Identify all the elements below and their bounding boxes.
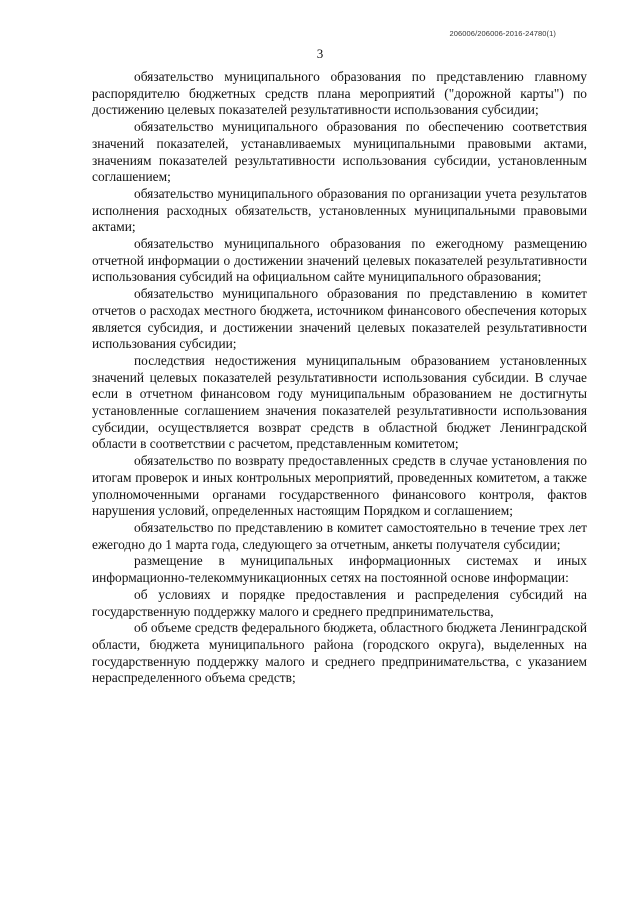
paragraph: об объеме средств федерального бюджета, областного бюджета Ленинградской области, бюджета муниципального района (городского округа), выделенных на государственную поддержку малого и среднего предпринимательства, с указанием нераспределенного объема средств; (92, 620, 587, 686)
paragraph: обязательство муниципального образования по обеспечению соответствия значений показателей, устанавливаемых муниципальными правовыми актами, значениям показателей результативности использования субсидии, установленным соглашением; (92, 119, 587, 185)
paragraph: обязательство по возврату предоставленных средств в случае установления по итогам проверок и иных контрольных мероприятий, проведенных комитетом, а также уполномоченными органами государственного финансового контроля, фактов нарушения условий, определенных настоящим Порядком и соглашением; (92, 453, 587, 519)
page-number: 3 (316, 46, 324, 61)
document-body (92, 69, 587, 687)
paragraph: обязательство муниципального образования по организации учета результатов исполнения расходных обязательств, установленных муниципальными правовыми актами; (92, 185, 587, 235)
paragraph: последствия недостижения муниципальным образованием установленных значений целевых показателей результативности использования субсидии. В случае если в отчетном финансовом году муниципальным образованием не достигнуты установленные соглашением значения показателей результативности использования субсидии, осуществляется возврат средств в областной бюджет Ленинградской области в соответствии с расчетом, представленным комитетом; (92, 352, 587, 452)
paragraph: размещение в муниципальных информационных системах и иных информационно-телекоммуникационных сетях на постоянной основе информации: (92, 553, 587, 586)
document-id: 206006/206006-2016-24780(1) (449, 29, 556, 38)
paragraph: обязательство по представлению в комитет самостоятельно в течение трех лет ежегодно до 1 марта года, следующего за отчетным, анкеты получателя субсидии; (92, 519, 587, 552)
paragraph: обязательство муниципального образования по ежегодному размещению отчетной информации о достижении значений целевых показателей результативности использования субсидий на официальном сайте муниципального образования; (92, 236, 587, 285)
paragraph: обязательство муниципального образования по представлению главному распорядителю бюджетных средств плана мероприятий ("дорожной карты") по достижению целевых показателей результативности использования субсидии; (92, 69, 587, 118)
paragraph: об условиях и порядке предоставления и распределения субсидий на государственную поддержку малого и среднего предпринимательства, (92, 586, 587, 619)
paragraph: обязательство муниципального образования по представлению в комитет отчетов о расходах местного бюджета, источником финансового обеспечения которых является субсидия, и достижении значений целевых показателей результативности использования субсидии; (92, 286, 587, 352)
